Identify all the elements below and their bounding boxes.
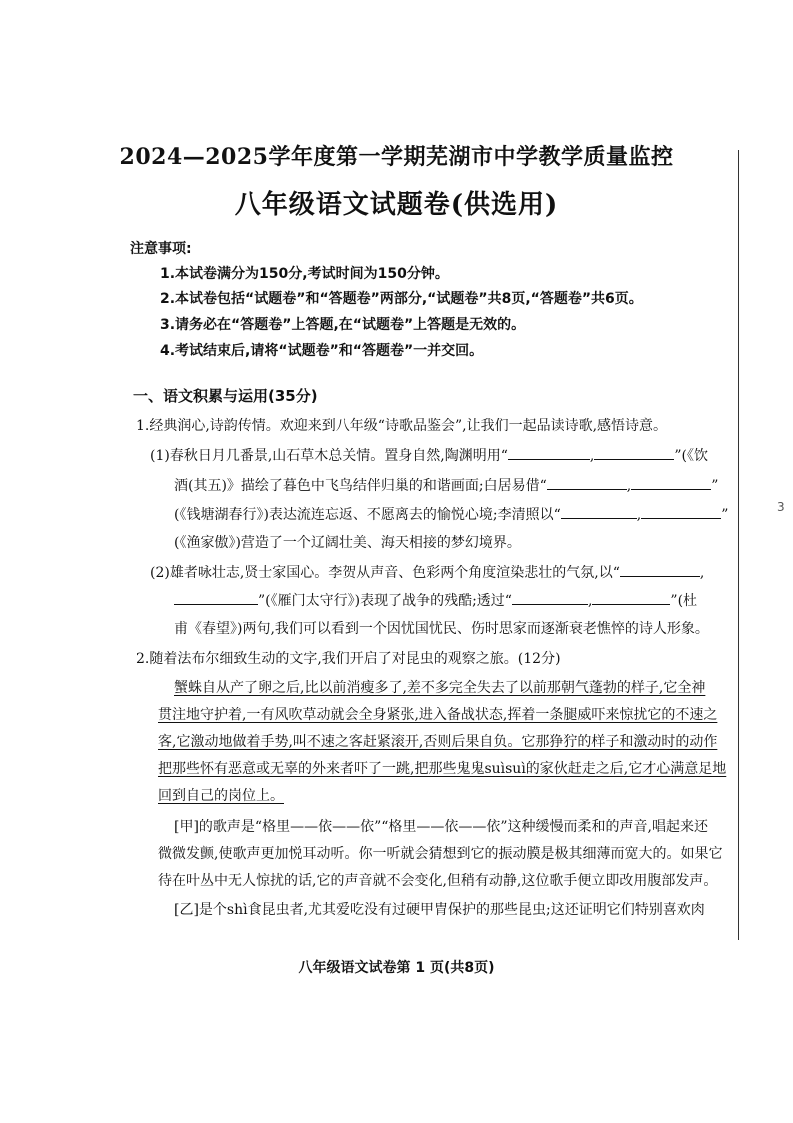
text-segment: (《钱塘湖春行》)表达流连忘返、不愿离去的愉悦心境;李清照以“ <box>174 507 561 523</box>
text-segment: 酒(其五)》描绘了暮色中飞鸟结伴归巢的和谐画面;白居易借“ <box>174 478 547 494</box>
text-segment: (2)雄者咏壮志,贤士家国心。李贺从声音、色彩两个角度渲染悲壮的气氛,以“ <box>150 565 620 581</box>
text-segment: , <box>587 593 593 609</box>
exam-title: 2024—2025学年度第一学期芜湖市中学教学质量监控 <box>119 144 674 170</box>
notice-item: 4.考试结束后,请将“试题卷”和“答题卷”一并交回。 <box>160 343 484 359</box>
text-segment: ” <box>721 507 729 523</box>
q1-part1-line4: (《渔家傲》)营造了一个辽阔壮美、海天相接的梦幻境界。 <box>174 535 521 551</box>
notice-item: 3.请务必在“答题卷”上答题,在“试题卷”上答题是无效的。 <box>160 317 526 333</box>
answer-blank <box>620 575 700 577</box>
text-segment: ”(《雁门太守行》)表现了战争的残酷;透过“ <box>258 593 512 609</box>
text-segment: , <box>626 478 632 494</box>
q1-part1-line1 <box>150 445 708 465</box>
q1-part2-line3: 甫《春望》)两句,我们可以看到一个因忧国忧民、伤时思家而逐渐衰老憔悴的诗人形象。 <box>174 621 709 637</box>
answer-blank <box>547 488 627 490</box>
question-2-stem: 2.随着法布尔细致生动的文字,我们开启了对昆虫的观察之旅。(12分) <box>136 651 561 667</box>
binding-line <box>738 150 739 940</box>
answer-blank <box>631 488 711 490</box>
passage-line: 微微发颤,使歌声更加悦耳动听。你一听就会猜想到它的振动膜是极其细薄而宽大的。如果它 <box>158 846 723 862</box>
answer-blank <box>561 517 637 519</box>
notice-item: 2.本试卷包括“试题卷”和“答题卷”两部分,“试题卷”共8页,“答题卷”共6页。 <box>160 291 643 307</box>
passage-line: 待在叶丛中无人惊扰的话,它的声音就不会变化,但稍有动静,这位歌手便立即改用腹部发声。 <box>158 873 718 889</box>
notice-heading: 注意事项: <box>130 241 192 257</box>
passage-line: [乙]是个shì食昆虫者,尤其爱吃没有过硬甲胄保护的那些昆虫;这还证明它们特别喜欢肉 <box>174 902 705 918</box>
passage-line: 客,它激动地做着手势,叫不速之客赶紧滚开,否则后果自负。它那狰狞的样子和激动时的动作 <box>158 734 718 750</box>
text-segment: (1)春秋日月几番景,山石草木总关情。置身自然,陶渊明用“ <box>150 448 508 464</box>
notice-item: 1.本试卷满分为150分,考试时间为150分钟。 <box>160 266 449 282</box>
answer-blank <box>512 603 588 605</box>
q1-part2-line1 <box>150 562 704 582</box>
page-footer: 八年级语文试卷第 1 页(共8页) <box>298 960 495 976</box>
passage-line: 回到自己的岗位上。 <box>158 788 284 804</box>
answer-blank <box>594 458 674 460</box>
passage-line: 把那些怀有恶意或无辜的外来者吓了一跳,把那些鬼鬼suìsuì的家伙赶走之后,它才心满意足地 <box>158 761 727 777</box>
answer-blank <box>174 603 258 605</box>
text-segment: ”(《饮 <box>674 448 708 464</box>
question-1-stem: 1.经典润心,诗韵传情。欢迎来到八年级“诗歌品鉴会”,让我们一起品读诗歌,感悟诗意。 <box>136 418 668 434</box>
text-segment: ”(杜 <box>670 593 698 609</box>
section-heading: 一、语文积累与运用(35分) <box>133 387 318 405</box>
margin-mark: 3 <box>777 500 785 514</box>
paper-title: 八年级语文试题卷(供选用) <box>234 190 559 220</box>
passage-line: 贯注地守护着,一有风吹草动就会全身紧张,进入备战状态,挥着一条腿威吓来惊扰它的不速之 <box>158 707 718 723</box>
text-segment: , <box>699 565 705 581</box>
passage-line: 蟹蛛自从产了卵之后,比以前消瘦多了,差不多完全失去了以前那朝气蓬勃的样子,它全神 <box>174 680 706 696</box>
answer-blank <box>592 603 670 605</box>
passage-line: [甲]的歌声是“格里——依——依”“格里——依——依”这种缓慢而柔和的声音,唱起来还 <box>174 819 709 835</box>
answer-blank <box>508 458 590 460</box>
text-segment: , <box>589 448 595 464</box>
text-segment: , <box>636 507 642 523</box>
q1-part1-line3 <box>174 504 728 524</box>
answer-blank <box>641 517 721 519</box>
q1-part2-line2 <box>174 590 697 610</box>
q1-part1-line2 <box>174 475 718 495</box>
text-segment: ” <box>711 478 719 494</box>
